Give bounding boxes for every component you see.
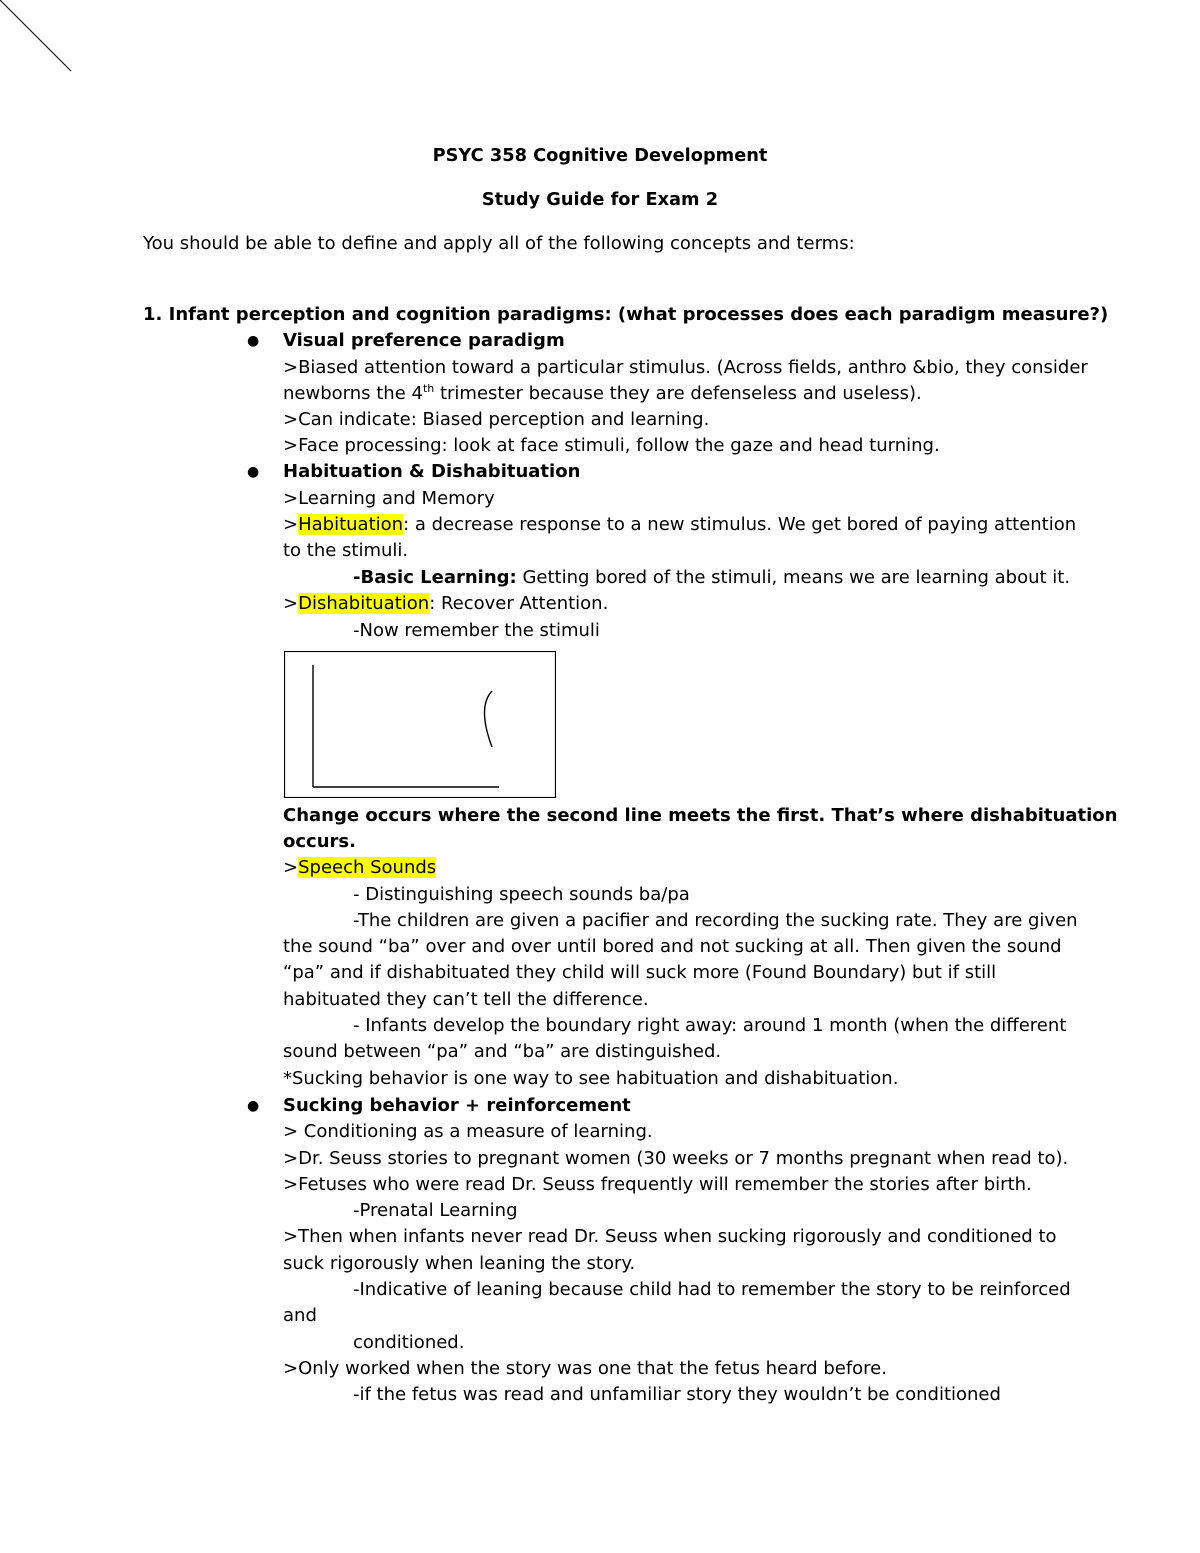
dishabituation-curve: [485, 691, 493, 747]
sucking-line-7: -Indicative of leaning because child had to remember the story to be reinforced: [353, 1279, 1071, 1300]
speech-line-8: *Sucking behavior is one way to see habituation and dishabituation.: [283, 1068, 899, 1089]
corner-fold-line: [0, 0, 80, 80]
sucking-line-4: -Prenatal Learning: [353, 1200, 518, 1221]
sucking-line-11: -if the fetus was read and unfamiliar story they wouldn’t be conditioned: [353, 1384, 1001, 1405]
visual-line-3: >Can indicate: Biased perception and learning.: [283, 409, 710, 430]
speech-line-2: -The children are given a pacifier and recording the sucking rate. They are given: [353, 910, 1078, 931]
document-title: PSYC 358 Cognitive Development: [432, 146, 768, 166]
speech-line-7: sound between “pa” and “ba” are distinguished.: [283, 1041, 722, 1062]
section-1-heading: 1. Infant perception and cognition paradigms: (what processes does each paradigm measure?): [143, 304, 1109, 325]
dishabituation-definition: >Dishabituation: Recover Attention.: [283, 593, 609, 614]
speech-line-6: - Infants develop the boundary right away: around 1 month (when the different: [353, 1015, 1067, 1036]
sucking-line-2: >Dr. Seuss stories to pregnant women (30 weeks or 7 months pregnant when read to).: [283, 1148, 1069, 1169]
visual-line-1: >Biased attention toward a particular stimulus. (Across fields, anthro &bio, they consider: [283, 357, 1088, 378]
bullet-icon: ●: [247, 333, 260, 349]
change-note-1: Change occurs where the second line meets the first. That’s where dishabituation: [283, 805, 1118, 826]
sucking-behavior-heading: Sucking behavior + reinforcement: [283, 1095, 631, 1116]
highlight-dishabituation: Dishabituation: [298, 593, 430, 614]
habituation-graph-figure: [284, 651, 556, 798]
habituation-heading: Habituation & Dishabituation: [283, 461, 581, 482]
sucking-line-9: conditioned.: [353, 1332, 465, 1353]
visual-line-4: >Face processing: look at face stimuli, follow the gaze and head turning.: [283, 435, 940, 456]
remember-stimuli-line: -Now remember the stimuli: [353, 620, 600, 641]
highlight-habituation: Habituation: [298, 514, 404, 535]
speech-line-5: habituated they can’t tell the difference.: [283, 989, 649, 1010]
bullet-icon: ●: [247, 464, 260, 480]
sucking-line-8: and: [283, 1305, 317, 1326]
habituation-definition: >Habituation: a decrease response to a new stimulus. We get bored of paying attention: [283, 514, 1077, 535]
sucking-line-6: suck rigorously when leaning the story.: [283, 1253, 636, 1274]
bullet-icon: ●: [247, 1098, 260, 1114]
speech-sounds-heading: >Speech Sounds: [283, 857, 437, 878]
change-note-2: occurs.: [283, 831, 356, 852]
speech-line-1: - Distinguishing speech sounds ba/pa: [353, 884, 690, 905]
sucking-line-5: >Then when infants never read Dr. Seuss when sucking rigorously and conditioned to: [283, 1226, 1057, 1247]
document-subtitle: Study Guide for Exam 2: [481, 190, 719, 210]
intro-text: You should be able to define and apply all of the following concepts and terms:: [143, 233, 855, 254]
speech-line-4: “pa” and if dishabituated they child will suck more (Found Boundary) but if still: [283, 962, 997, 983]
speech-line-3: the sound “ba” over and over until bored and not sucking at all. Then given the sound: [283, 936, 1062, 957]
visual-line-2: newborns the 4th trimester because they are defenseless and useless).: [283, 382, 922, 404]
figure-border: [285, 652, 556, 798]
habituation-line-1: >Learning and Memory: [283, 488, 495, 509]
sucking-line-3: >Fetuses who were read Dr. Seuss frequently will remember the stories after birth.: [283, 1174, 1032, 1195]
sucking-line-10: >Only worked when the story was one that the fetus heard before.: [283, 1358, 887, 1379]
highlight-speech-sounds: Speech Sounds: [298, 857, 437, 878]
habituation-definition-cont: to the stimuli.: [283, 540, 409, 561]
visual-preference-heading: Visual preference paradigm: [283, 330, 565, 351]
basic-learning-line: -Basic Learning: Getting bored of the stimuli, means we are learning about it.: [353, 567, 1071, 588]
sucking-line-1: > Conditioning as a measure of learning.: [283, 1121, 653, 1142]
